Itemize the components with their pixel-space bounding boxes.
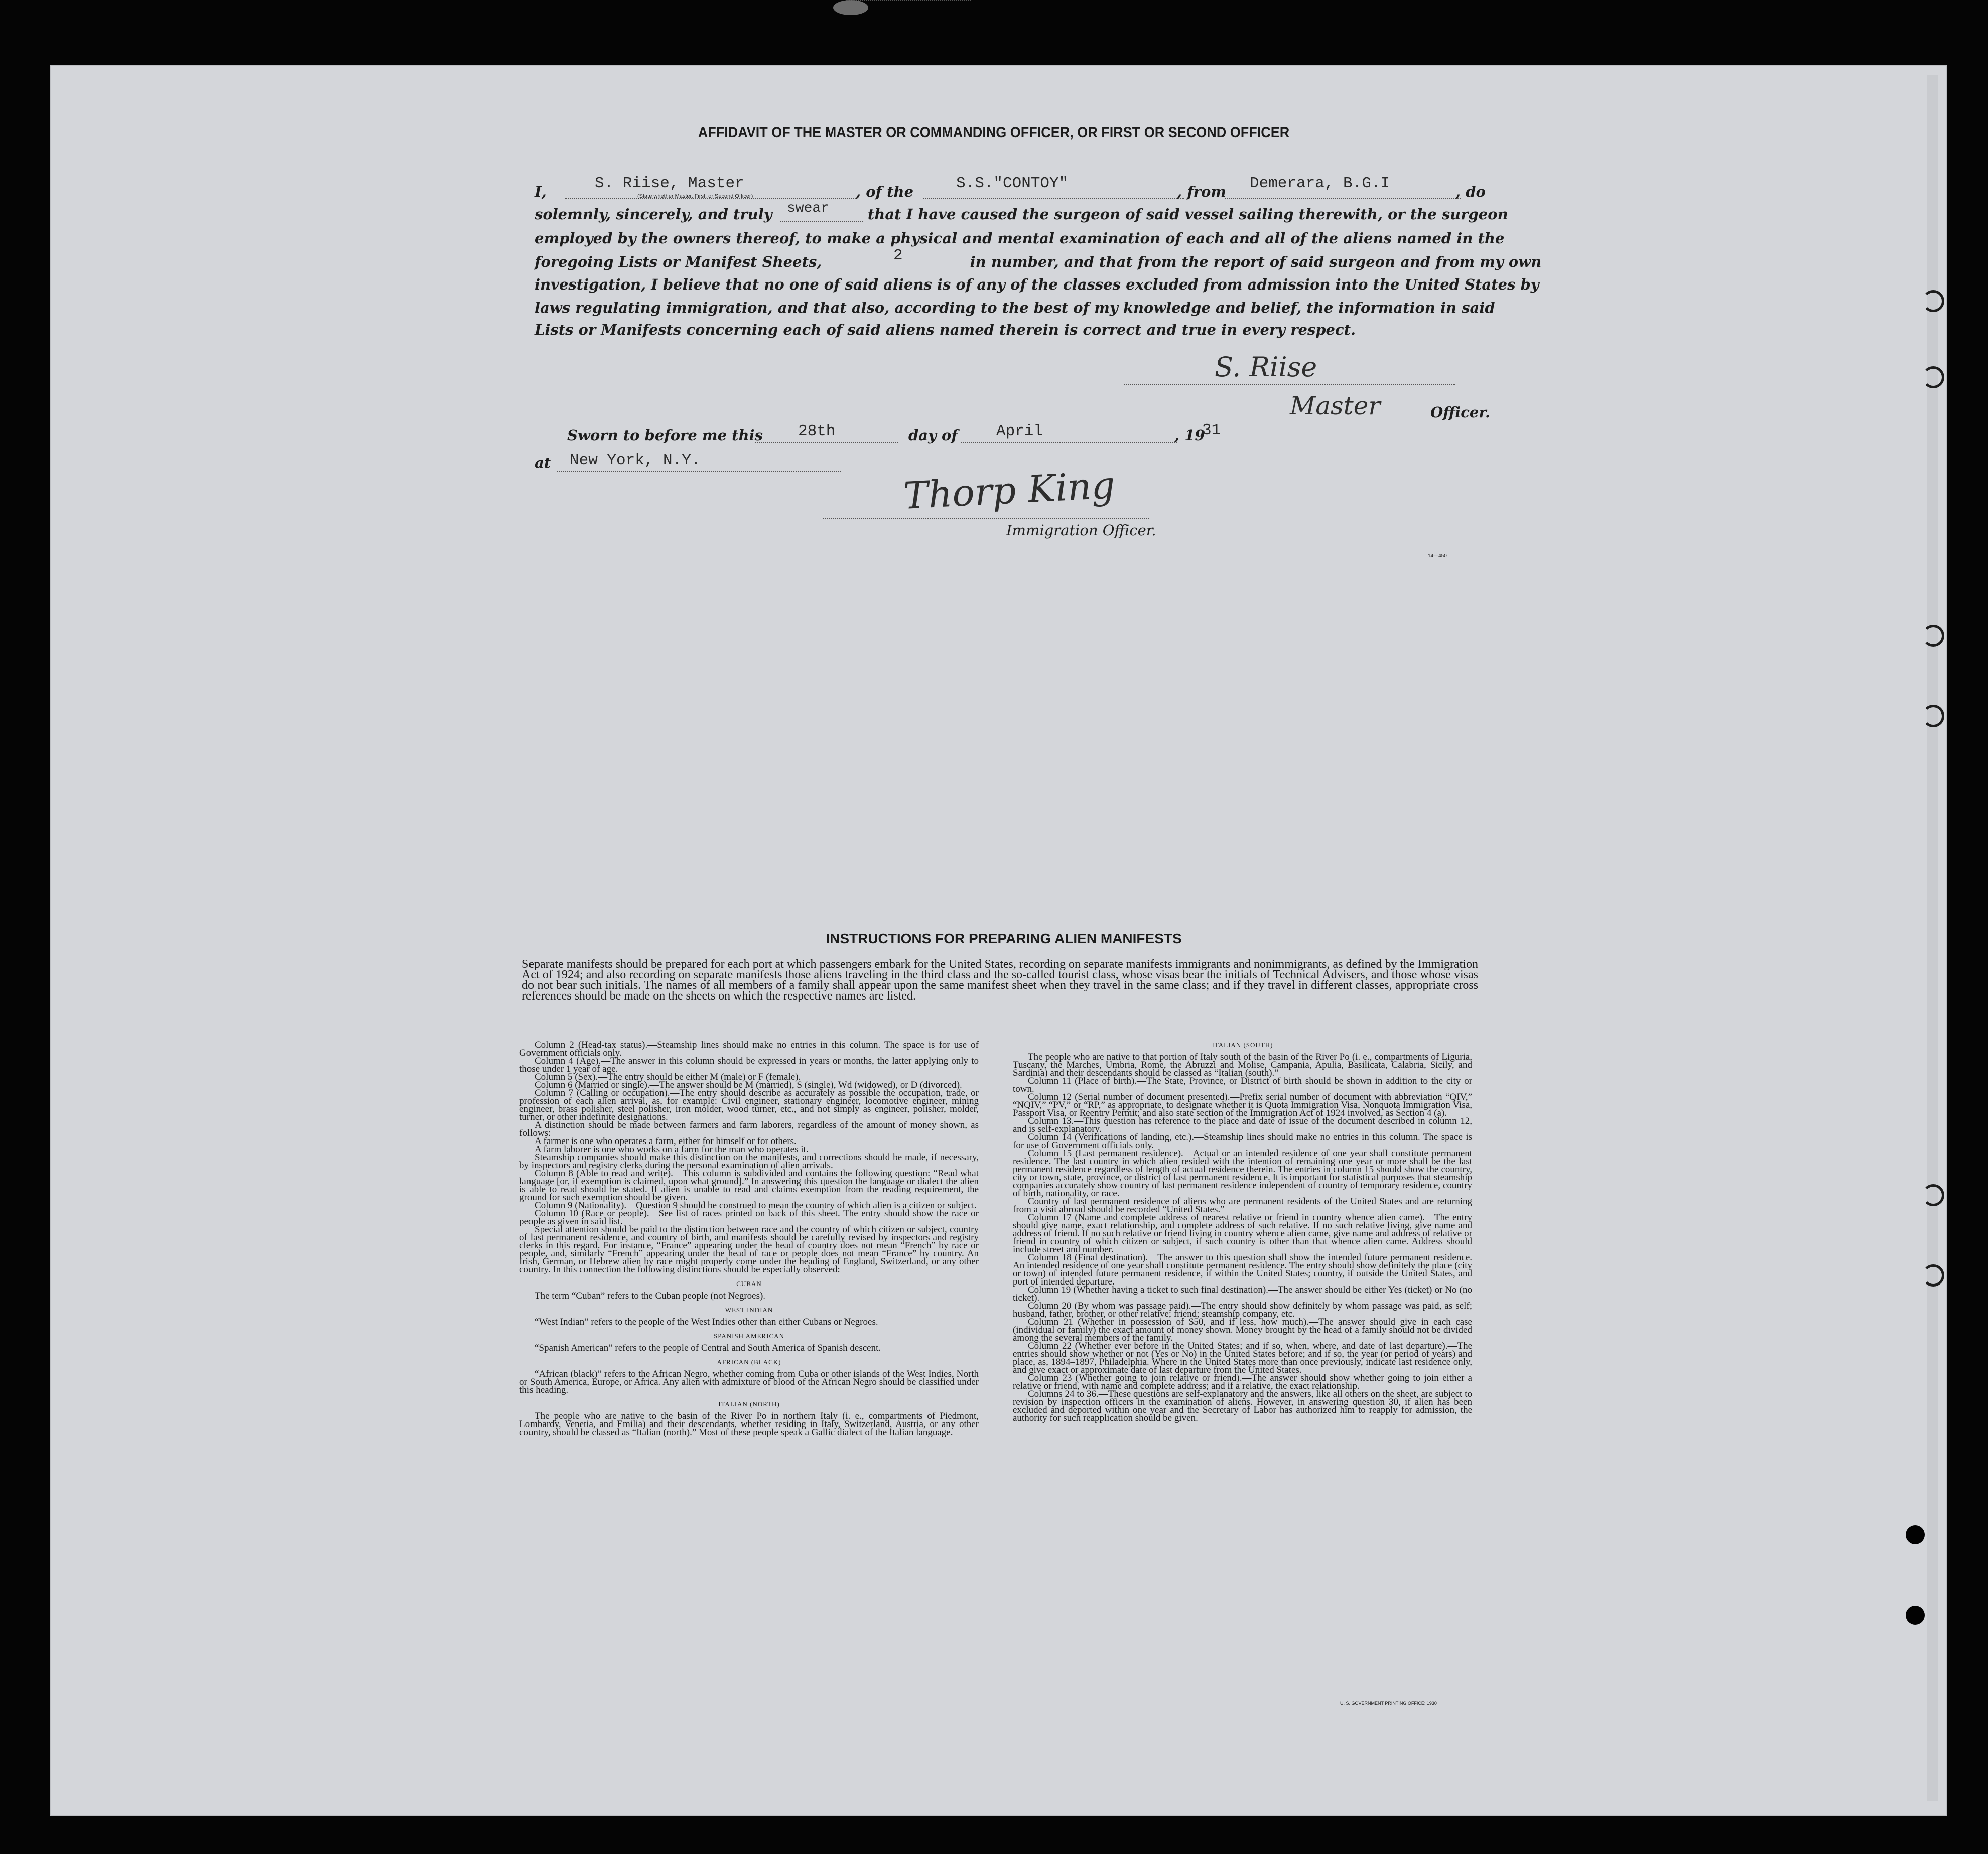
- officer-rank-note: (State whether Master, First, or Second Officer): [637, 193, 753, 199]
- year-fill: 31: [1202, 421, 1221, 439]
- section-heading: AFRICAN (BLACK): [717, 1358, 781, 1366]
- year-label: , 19: [1174, 426, 1205, 444]
- sworn-label: Sworn to before me this: [567, 426, 763, 444]
- affidavit-line-5: investigation, I believe that no one of said aliens is of any of the classes excluded from admission into the United States by: [535, 276, 1539, 293]
- affidavit-line-7: Lists or Manifests concerning each of said aliens named therein is correct and true in every respect.: [535, 321, 1356, 338]
- instructions-title: INSTRUCTIONS FOR PREPARING ALIEN MANIFESTS: [826, 931, 1182, 946]
- instructions-left-column: Column 2 (Head-tax status).—Steamship lines should make no entries in this column. The space is for use of Government officials only. Column 4 (Age).—The answer in this column should be expressed in years or months, the latter applying only to those under 1 year of age. Column 5 (Sex).—The entry should be either M (male) or F (female). Column 6 (Married or single).—The answer should be M (married), S (single), Wd (widowed), or D (divorced). Column 7 (Calling or occupation).—The entry should describe as accurately as possible the occupation, trade, or profession of each alien arrival, as, for example: Civil engineer, stationary engineer, locomotive engineer, mining engineer, brass polisher, steel polisher, iron molder, wood turner, etc., and not simply as engineer, polisher, molder, turner, or other indefinite designations. A distinction should be made between farmers and farm laborers, regardless of the amount of money shown, as follows: A farmer is one who operates a farm, either for himself or for others. A farm laborer is one who works on a farm for the man who operates it. Steamship companies should make this distinction on the manifests, and corrections should be made, if necessary, by inspectors and registry clerks during the personal examination of alien arrivals. Column 8 (Able to read and write).—This column is subdivided and contains the following question: “Read what language [or, if exemption is claimed, upon what ground].” In answering this question the language or dialect the alien is able to read should be stated. If alien is unable to read and claims exemption from the reading requirement, the ground for such exemption should be given. Column 9 (Nationality).—Question 9 should be construed to mean the country of which alien is a citizen or subject. Column 10 (Race or people).—See list of races printed on back of this sheet. The entry should show the race or people as given in said list. Special attention should be paid to the distinction between race and the country of which citizen or subject, country of last permanent residence, and country of birth, and manifests should be carefully revised by inspectors and registry clerks in this regard. For instance, “France” appearing under the head of country does not mean “French” by race or people, and, similarly “French” appearing under the head of race or people does not mean “France” by country. An Irish, German, or Hebrew alien by race might properly come under the heading of England, Switzerland, or any other country. In this connection the following distinctions should be especially observed: CUBAN The term “Cuban” refers to the Cuban people (not Negroes). WEST INDIAN “West Indian” refers to the people of the West Indies other than either Cubans or Negroes. SPANISH AMERICAN “Spanish American” refers to the people of Central and South America of Spanish descent. AFRICAN (BLACK) “African (black)” refers to the African Negro, whether coming from Cuba or other islands of the West Indies, North or South America, Europe, or Africa. Any alien with admixture of blood of the African Negro should be classified under this heading. ITALIAN (NORTH) The people who are native to the basin of the River Po in northern Italy (i. e., compartments of Piedmont, Lombardy, Venetia, and Emilia) and their descendants, whether residing in Italy, Switzerland, Austria, or any other country, should be classed as “Italian (north).” Most of these people speak a Gallic dialect of the Italian language.: [519, 1040, 979, 1438]
- immigration-officer-label: Immigration Officer.: [1006, 522, 1156, 539]
- affidavit-line-1: I,: [535, 183, 547, 200]
- sheet-edge: [1927, 75, 1938, 1801]
- print-office-note: U. S. GOVERNMENT PRINTING OFFICE: 1930: [1340, 1701, 1437, 1706]
- place-fill: New York, N.Y.: [570, 452, 701, 469]
- scan-artifact: [833, 0, 868, 15]
- form-number: 14—450: [1428, 553, 1447, 559]
- binder-hole: [1922, 625, 1944, 647]
- binder-hole: [1922, 705, 1944, 727]
- affidavit-line-2: solemnly, sincerely, and truly that I have caused the surgeon of said vessel sailing therewith, or the surgeon: [535, 206, 1508, 223]
- day-fill: 28th: [798, 422, 836, 440]
- instructions-right-column: ITALIAN (SOUTH) The people who are native to that portion of Italy south of the basin of the River Po (i. e., compartments of Liguria, Tuscany, the Marches, Umbria, Rome, the Abruzzi and Molise, Campania, Apulia, Basilicata, Calabria, Sicily, and Sardinia) and their descendants should be classed as “Italian (south).” Column 11 (Place of birth).—The State, Province, or District of birth should be shown in addition to the city or town. Column 12 (Serial number of document presented).—Prefix serial number of document with abbreviation “QIV,” “NQIV,” “PV,” or “RP,” as appropriate, to designate whether it is Quota Immigration Visa, Nonquota Immigration Visa, Passport Visa, or Reentry Permit; and also state section of the Immigration Act of 1924 involved, as Section 4 (a). Column 13.—This question has reference to the place and date of issue of the document described in column 12, and is self-explanatory. Column 14 (Verifications of landing, etc.).—Steamship lines should make no entries in this column. The space is for use of Government officials only. Column 15 (Last permanent residence).—Actual or an intended residence of one year shall constitute permanent residence. The last country in which alien resided with the intention of remaining one year or more shall be the last permanent residence regardless of length of actual residence therein. The entries in column 15 should show the country, city or town, state, province, or district of last permanent residence. It is important for statistical purposes that steamship companies accurately show country of last permanent residence independent of country of temporary residence, country of birth, nationality, or race. Country of last permanent residence of aliens who are permanent residents of the United States and are returning from a visit abroad should be recorded “United States.” Column 17 (Name and complete address of nearest relative or friend in country whence alien came).—The entry should give name, exact relationship, and complete address of such relative. If no such relative living, give name and address of friend. If no such relative or friend living in country whence alien came, give name and address of relative or friend in country of which citizen or subject, if such country is other than that whence alien came. Address should include street and number. Column 18 (Final destination).—The answer to this question shall show the intended future permanent residence. An intended residence of one year shall constitute permanent residence. The entry should show definitely the place (city or town) of intended future permanent residence, if within the United States; country, if outside the United States, and port of intended departure. Column 19 (Whether having a ticket to such final destination).—The answer should be either Yes (ticket) or No (no ticket). Column 20 (By whom was passage paid).—The entry should show definitely by whom passage was paid, as self; husband, father, brother, or other relative; friend; steamship company, etc. Column 21 (Whether in possession of $50, and if less, how much).—The answer should give in each case (individual or family) the exact amount of money shown. Money brought by the head of a family should not be divided among the several members of the family. Column 22 (Whether ever before in the United States; and if so, when, where, and date of last departure).—The entries should show whether or not (Yes or No) in the United States before; and if so, the year (or period of years) and place, as, 1894–1897, Philadelphia. Where in the United States more than once previously, indicate last residence only, and give exact or approximate date of last departure from the United States. Column 23 (Whether going to join relative or friend).—The answer should show whether going to join either a relative or friend, with name and complete address; and if a relative, the exact relationship. Columns 24 to 36.—These questions are self-explanatory and the answers, like all others on the sheet, are subject to revision by inspection officers in the examination of aliens. However, in answering question 30, if alien has been excluded and deported within one year and the Secretary of Labor has authorized him to reapply for admission, the authority for such reapplication should be given.: [1013, 1041, 1472, 1423]
- affidavit-title: AFFIDAVIT OF THE MASTER OR COMMANDING OFFICER, OR FIRST OR SECOND OFFICER: [698, 124, 1290, 141]
- at-label: at: [535, 454, 551, 471]
- section-heading: SPANISH AMERICAN: [714, 1332, 784, 1340]
- binder-hole: [1922, 1264, 1944, 1287]
- port-fill: Demerara, B.G.I: [1250, 175, 1390, 192]
- binder-hole: [1906, 1606, 1925, 1625]
- master-signature: S. Riise: [1215, 351, 1317, 383]
- day-of-label: day of: [908, 426, 958, 444]
- oath-fill: swear: [787, 201, 830, 216]
- signed-rank: Master: [1290, 391, 1381, 420]
- section-heading: ITALIAN (NORTH): [718, 1400, 780, 1408]
- officer-name-fill: S. Riise, Master: [595, 175, 744, 192]
- section-heading: CUBAN: [736, 1280, 762, 1288]
- binder-hole: [1922, 290, 1944, 312]
- affidavit-line-4: foregoing Lists or Manifest Sheets, in number, and that from the report of said surgeon and from my own: [535, 253, 1542, 270]
- binder-hole: [1922, 1184, 1944, 1206]
- binder-hole: [1922, 366, 1944, 388]
- vessel-name-fill: S.S."CONTOY": [956, 175, 1069, 192]
- affidavit-line-6: laws regulating immigration, and that also, according to the best of my knowledge and belief, the information in said: [535, 299, 1495, 316]
- section-heading: ITALIAN (SOUTH): [1212, 1041, 1273, 1049]
- instructions-intro: Separate manifests should be prepared for each port at which passengers embark for the United States, recording on separate manifests immigrants and nonimmigrants, as defined by the Immigration Act of 1924; and also recording on separate manifests those aliens traveling in the third class and the so-called tourist class, whose visas bear the initials of Technical Advisers, and those whose visas do not bear such initials. The names of all members of a family shall appear upon the same manifest sheet when they travel in the same class; and if they travel in different classes, appropriate cross references should be made on the sheets on which the respective names are listed.: [522, 958, 1478, 1003]
- affidavit-line-3: employed by the owners thereof, to make a physical and mental examination of each and all of the aliens named in the: [535, 230, 1505, 247]
- sheet-count-fill: 2: [893, 247, 903, 264]
- section-heading: WEST INDIAN: [725, 1306, 773, 1314]
- officer-label: Officer.: [1430, 404, 1491, 421]
- month-fill: April: [996, 422, 1043, 440]
- binder-hole: [1906, 1525, 1925, 1544]
- immigration-signature: Thorp King: [902, 464, 1116, 518]
